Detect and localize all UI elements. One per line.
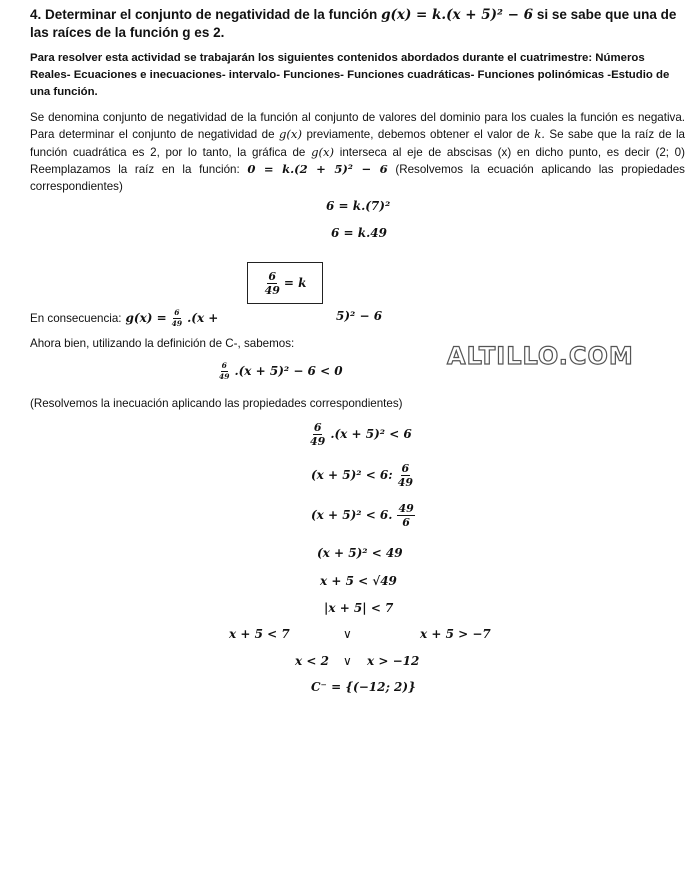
step-5: x + 5 < √49	[320, 574, 397, 588]
explanation-paragraph: Se denomina conjunto de negatividad de la función al conjunto de valores del dominio para los cuales la función es negativa. Para determinar el conjunto de negatividad de g(x) previamente, debemos obtener el valor de k. Se sabe que la raíz de la función cuadrática es 2, por lo tanto, la gráfica de g(x) interseca al eje de abscisas (x) en dicho punto, es decir (2; 0) Reemplazamos la raíz en la función: 0 = k.(2 + 5)² − 6 (Resolvemos la ecuación aplicando las propiedades correspondientes)	[30, 111, 685, 193]
problem-title: 4. Determinar el conjunto de negatividad de la función g(x) = k.(x + 5)² − 6 si se sabe que una de las raíces de la función g es 2.	[30, 7, 677, 40]
step-8-right: x > −12	[367, 654, 420, 668]
intro-paragraph: Para resolver esta actividad se trabajarán los siguientes contenidos abordados durante el cuatrimestre: Números Reales- Ecuaciones e inecuaciones- intervalo- Funciones- Funciones cuadráticas- Funciones polinómicas -Estudio de una función.	[30, 52, 670, 98]
consequence-end: 5)² − 6	[336, 309, 383, 323]
step-2: (x + 5)² < 6: $\frac{6}{49}$	[311, 462, 414, 489]
boxed-k-result: $\frac{6}{49}$ = k	[247, 262, 323, 304]
root-substitution-formula: 0 = k.(2 + 5)² − 6	[247, 162, 388, 177]
step-6: |x + 5| < 7	[324, 601, 394, 615]
negativity-set-result: C⁻ = {(−12; 2)}	[311, 680, 416, 694]
step-8-left: x < 2	[295, 654, 329, 668]
equation-2: 6 = k.49	[331, 226, 387, 240]
definition-text: Ahora bien, utilizando la definición de C-, sabemos:	[30, 337, 295, 350]
title-formula: g(x) = k.(x + 5)² − 6	[381, 7, 534, 23]
step-4: (x + 5)² < 49	[317, 546, 403, 560]
step-7-or: ∨	[343, 627, 352, 641]
altillo-watermark: ALTILLO.COM	[447, 342, 634, 370]
step-7-right: x + 5 > −7	[420, 627, 491, 641]
step-3: (x + 5)² < 6. $\frac{49}{6}$	[311, 502, 414, 529]
step-8-or: ∨	[343, 654, 352, 668]
step-7-left: x + 5 < 7	[229, 627, 290, 641]
consequence-line: En consecuencia: g(x) = $\frac{6}{49}$ .(x +	[30, 308, 219, 328]
equation-1: 6 = k.(7)²	[326, 199, 391, 213]
step-1: $\frac{6}{49}$ .(x + 5)² < 6	[310, 421, 412, 448]
negativity-inequality: $\frac{6}{49}$ .(x + 5)² − 6 < 0	[219, 361, 343, 381]
solve-note: (Resolvemos la inecuación aplicando las propiedades correspondientes)	[30, 397, 403, 410]
